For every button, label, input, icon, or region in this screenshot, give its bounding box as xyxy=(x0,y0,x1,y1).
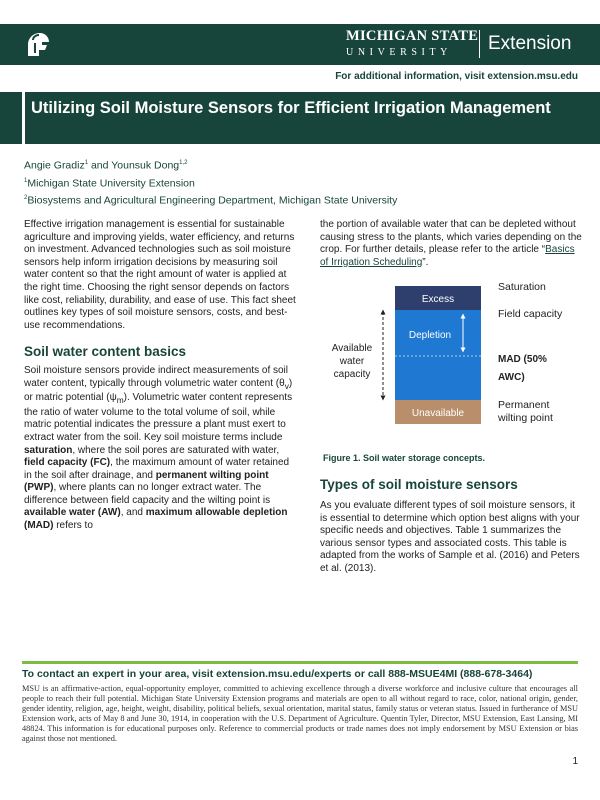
extension-wordmark: Extension xyxy=(488,33,572,54)
pwp-label-1: Permanent xyxy=(498,399,550,411)
right-column xyxy=(320,219,582,269)
right-intro-paragraph: the portion of available water that can be depleted without causing stress to the plants, which varies depending on the crop. For further details, please refer to the article “Basics of Irrigation Scheduling”. xyxy=(320,219,582,268)
university-wordmark xyxy=(346,29,478,60)
intro-paragraph: Effective irrigation management is essential for sustainable agriculture and improving yields, water efficiency, and returns on investment. Advanced technologies such as soil moisture sensors help inform irrigation decisions by measuring soil water content so that the right amount of water is applied at the right time. Choosing the right sensor depends on factors like cost, reliability, durability, and ease of use. This fact sheet outlines key types of soil moisture sensors, costs, and best-use recommendations. xyxy=(24,219,296,331)
page-number: 1 xyxy=(572,756,578,767)
section-heading-soil-water: Soil water content basics xyxy=(24,344,187,360)
more-info-text: For additional information, visit extension.msu.edu xyxy=(335,71,578,82)
figure-caption: Figure 1. Soil water storage concepts. xyxy=(323,453,486,463)
contact-line: To contact an expert in your area, visit extension.msu.edu/experts or call 888-MSUE4MI (888-678-3464) xyxy=(22,668,533,680)
title-bar xyxy=(0,92,600,144)
author-name: Younsuk Dong xyxy=(111,159,180,172)
excess-label: Excess xyxy=(421,294,455,305)
page-title: Utilizing Soil Moisture Sensors for Efficient Irrigation Management xyxy=(31,99,551,117)
awc-label-1: Available xyxy=(331,343,373,354)
soil-water-diagram xyxy=(320,276,582,436)
university-name-line1: MICHIGAN STATE xyxy=(346,28,479,44)
authors-block xyxy=(24,156,397,209)
author-line: Angie Gradiz$^1$ and Younsuk Dong$^{1,2}$ xyxy=(24,159,188,172)
available-water-layer xyxy=(395,310,481,400)
sensor-types-paragraph: As you evaluate different types of soil moisture sensors, it is essential to determine which option best aligns with your specific needs and objectives. Table 1 summarizes the various sensor types and associated costs. This table is adapted from the works of Sample et al. (2016) and Peters et al. (2013). xyxy=(320,500,580,574)
author-name: Angie Gradiz xyxy=(24,159,85,172)
left-column xyxy=(24,219,297,533)
disclaimer-text: MSU is an affirmative-action, equal-opportunity employer, committed to achieving excellence through a diverse workforce and inclusive culture that encourages all people to reach their full potential. Michigan State University Extension programs and materials are open to all without regard to race, color, national origin, gender, gender identity, religion, age, height, weight, disability, political beliefs, sexual orientation, marital status, family status or veteran status. Issued in furtherance of MSU Extension work, acts of May 8 and June 30, 1914, in cooperation with the U.S. Department of Agriculture. Quentin Tyler, Director, MSU Extension, East Lansing, MI 48824. This information is for educational purposes only. Reference to commercial products or trade names does not imply endorsement by MSU Extension or bias against those not mentioned. xyxy=(22,684,578,743)
mad-label-2: AWC) xyxy=(498,372,525,383)
spartan-helmet-icon xyxy=(22,30,52,60)
affiliation-line: $^1$Michigan State University Extension xyxy=(24,177,195,189)
header-bar xyxy=(0,24,600,65)
soil-water-paragraph: Soil moisture sensors provide indirect measurements of soil water content, typically through volumetric water content $(\theta_v)$ or matric potential $(\psi_m)$. Volumetric water content represents the ratio of water volume to the total volume of soil, while matric potential indicates the pressure a plant must exert to extract water from the soil. Key soil moisture terms include saturation, where the soil pores are saturated with water, field capacity (FC), the maximum amount of water retained in the soil after drainage, and permanent wilting point (PWP), where plants can no longer extract water. The difference between field capacity and the wilting point is available water (AW), and maximum allowable depletion (MAD) refers to xyxy=(24,364,293,532)
field-capacity-label: Field capacity xyxy=(498,308,563,320)
footer-rule xyxy=(22,661,578,664)
irrigation-scheduling-link[interactable]: Basics of Irrigation Scheduling xyxy=(320,244,575,268)
section-heading-sensor-types: Types of soil moisture sensors xyxy=(320,477,518,492)
title-accent xyxy=(22,92,25,144)
affiliation-line: $^2$Biosystems and Agricultural Engineering Department, Michigan State University xyxy=(24,194,398,207)
university-name-line2: UNIVERSITY xyxy=(346,47,452,58)
awc-label-3: capacity xyxy=(333,369,371,380)
wordmark-divider xyxy=(479,30,480,58)
pwp-label-2: wilting point xyxy=(498,412,553,424)
depletion-label: Depletion xyxy=(408,330,452,341)
awc-label-2: water xyxy=(339,356,365,367)
saturation-label: Saturation xyxy=(498,281,546,293)
unavailable-label: Unavailable xyxy=(411,408,465,419)
mad-label-1: MAD (50% xyxy=(498,354,547,365)
